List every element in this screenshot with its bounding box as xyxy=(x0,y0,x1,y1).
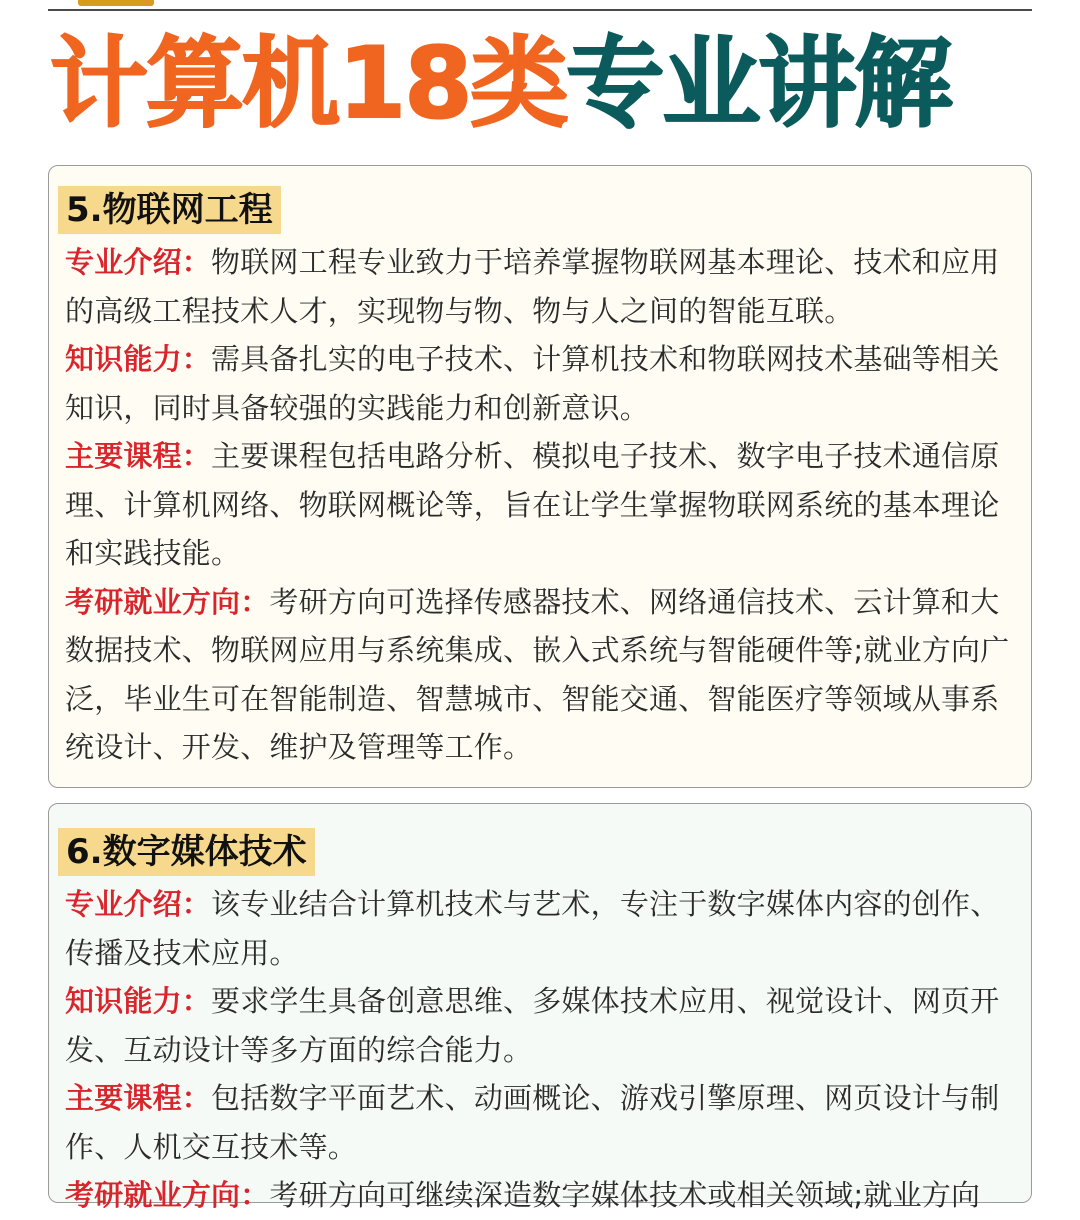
page-title-part1: 计算机18类 xyxy=(50,27,567,141)
courses-label: 主要课程： xyxy=(65,439,212,473)
courses-text: 主要课程包括电路分析、模拟电子技术、数字电子技术通信原理、计算机网络、物联网概论等，旨在让学生掌握物联网系统的基本理论和实践技能。 xyxy=(65,439,1000,570)
ability-label: 知识能力： xyxy=(65,342,212,376)
ability-text: 要求学生具备创意思维、多媒体技术应用、视觉设计、网页开发、互动设计等多方面的综合能力。 xyxy=(65,984,1000,1067)
major-card-digital-media xyxy=(48,803,1032,1212)
ability-paragraph xyxy=(65,977,1027,1074)
section-heading: 6.数字媒体技术 xyxy=(58,828,315,876)
courses-text: 包括数字平面艺术、动画概论、游戏引擎原理、网页设计与制作、人机交互技术等。 xyxy=(65,1081,1000,1164)
intro-text: 该专业结合计算机技术与艺术，专注于数字媒体内容的创作、传播及技术应用。 xyxy=(65,887,1000,970)
section-body xyxy=(65,238,1027,772)
brand-logo-fragment xyxy=(78,0,154,6)
courses-paragraph xyxy=(65,432,1027,578)
career-text: 考研方向可选择传感器技术、网络通信技术、云计算和大数据技术、物联网应用与系统集成、嵌入式系统与智能硬件等;就业方向广泛，毕业生可在智能制造、智慧城市、智能交通、智能医疗等领域从事系统设计、开发、维护及管理等工作。 xyxy=(65,584,1010,764)
ability-paragraph xyxy=(65,335,1027,432)
major-card-iot xyxy=(48,165,1032,788)
intro-label: 专业介绍： xyxy=(65,245,212,279)
intro-text: 物联网工程专业致力于培养掌握物联网基本理论、技术和应用的高级工程技术人才，实现物与物、物与人之间的智能互联。 xyxy=(65,245,1000,328)
page-title xyxy=(50,24,1040,144)
top-divider xyxy=(48,9,1032,11)
career-paragraph xyxy=(65,578,1027,772)
courses-paragraph xyxy=(65,1074,1027,1171)
career-label: 考研就业方向： xyxy=(65,584,270,619)
page-title-part2: 专业讲解 xyxy=(566,27,951,141)
intro-paragraph xyxy=(65,880,1027,977)
career-text: 考研方向可继续深造数字媒体技术或相关领域;就业方向 xyxy=(269,1178,981,1212)
intro-label: 专业介绍： xyxy=(65,887,212,921)
intro-paragraph xyxy=(65,238,1027,335)
career-paragraph xyxy=(65,1171,1027,1220)
courses-label: 主要课程： xyxy=(65,1081,212,1115)
career-label: 考研就业方向： xyxy=(65,1178,270,1212)
section-heading: 5.物联网工程 xyxy=(58,186,281,234)
section-body xyxy=(65,880,1027,1220)
ability-text: 需具备扎实的电子技术、计算机技术和物联网技术基础等相关知识，同时具备较强的实践能力和创新意识。 xyxy=(65,342,1000,425)
ability-label: 知识能力： xyxy=(65,984,212,1018)
